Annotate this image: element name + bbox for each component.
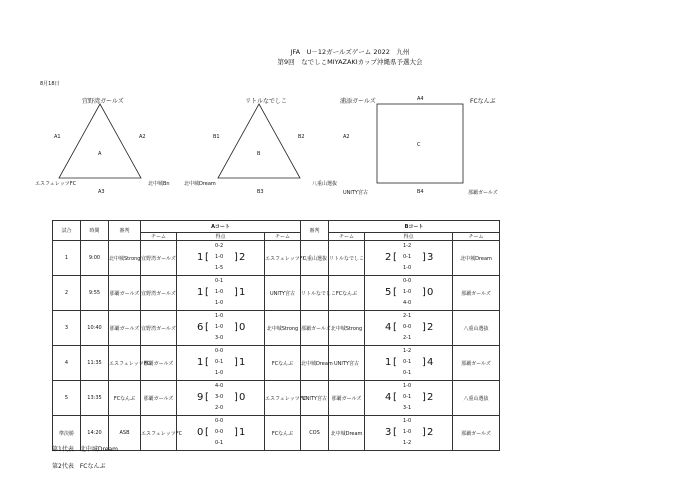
court-b-period-score: 0-0 bbox=[403, 324, 412, 330]
court-b-period-score: 1-2 bbox=[403, 348, 412, 354]
court-a-right-bracket: ] bbox=[234, 427, 238, 438]
group-a-right-side: A2 bbox=[139, 134, 146, 140]
court-a-right-total: 0 bbox=[239, 392, 246, 403]
court-b-referee: 北中城Dream bbox=[301, 346, 329, 381]
court-a-left-team: エスフェレッツFC bbox=[141, 416, 177, 451]
court-a-period-score: 1-0 bbox=[215, 254, 224, 260]
match-number: 3 bbox=[53, 311, 81, 346]
court-b-left-team: 北中城Dream bbox=[329, 416, 365, 451]
court-a-right-team: エスフェレッツFC bbox=[265, 381, 301, 416]
group-b-bottom-left: 北中城Dream bbox=[184, 181, 216, 187]
court-b-left-team: リトルなでしこ bbox=[329, 241, 365, 276]
group-b-bottom-side: B3 bbox=[257, 189, 264, 195]
group-a-left-side: A1 bbox=[54, 134, 61, 140]
header-team-b-left: チーム bbox=[329, 233, 365, 241]
group-b-name: B bbox=[257, 151, 261, 157]
court-b-period-score: 1-0 bbox=[403, 289, 412, 295]
match-time: 11:35 bbox=[81, 346, 109, 381]
court-a-score-cell bbox=[177, 381, 265, 416]
court-a-period-score: 3-0 bbox=[215, 335, 224, 341]
court-b-score-cell bbox=[365, 276, 453, 311]
court-b-left-bracket: [ bbox=[393, 322, 397, 333]
title-line-2: 第9回 なでしこMIYAZAKIカップ沖縄県予選大会 bbox=[277, 58, 423, 66]
group-a-bottom-left: エスフェレッツFC bbox=[35, 181, 77, 187]
group-a-triangle bbox=[59, 104, 141, 178]
court-a-period-score: 1-0 bbox=[215, 313, 224, 319]
match-time: 9:00 bbox=[81, 241, 109, 276]
court-a-left-bracket: [ bbox=[205, 252, 209, 263]
header-match: 試合 bbox=[53, 221, 81, 241]
title-line-1: JFA U－12ガールズゲーム 2022 九州 bbox=[290, 48, 410, 56]
court-a-right-bracket: ] bbox=[234, 252, 238, 263]
court-b-left-team: 那覇ガールズ bbox=[329, 381, 365, 416]
header-referee-b: 審判 bbox=[301, 221, 329, 241]
court-b-referee: COS bbox=[301, 416, 329, 451]
court-b-right-total: 0 bbox=[427, 287, 434, 298]
court-b-right-bracket: ] bbox=[422, 287, 426, 298]
court-a-period-score: 0-0 bbox=[215, 348, 224, 354]
court-a-left-team: 宜野湾ガールズ bbox=[141, 276, 177, 311]
match-time: 14:20 bbox=[81, 416, 109, 451]
court-a-left-team: 宜野湾ガールズ bbox=[141, 311, 177, 346]
court-a-left-bracket: [ bbox=[205, 392, 209, 403]
court-b-period-score: 1-0 bbox=[403, 429, 412, 435]
header-team-b-right: チーム bbox=[453, 233, 500, 241]
court-b-left-total: 4 bbox=[385, 392, 392, 403]
court-b-left-total: 4 bbox=[385, 322, 392, 333]
court-b-period-score: 1-0 bbox=[403, 265, 412, 271]
table-row bbox=[53, 381, 500, 416]
court-a-right-total: 1 bbox=[239, 357, 246, 368]
court-a-left-total: 6 bbox=[197, 322, 204, 333]
court-b-left-team: FCなんぶ bbox=[329, 276, 365, 311]
group-a-name: A bbox=[98, 151, 102, 157]
court-b-left-team: UNITY宮古 bbox=[329, 346, 365, 381]
court-a-score-cell bbox=[177, 416, 265, 451]
group-c-top-right-team: FCなんぶ bbox=[470, 98, 496, 105]
court-b-left-total: 2 bbox=[385, 252, 392, 263]
court-a-right-total: 2 bbox=[239, 252, 246, 263]
court-a-period-score: 1-0 bbox=[215, 300, 224, 306]
match-schedule-table bbox=[52, 220, 500, 451]
court-b-right-total: 2 bbox=[427, 392, 434, 403]
court-b-right-bracket: ] bbox=[422, 427, 426, 438]
court-a-score-cell bbox=[177, 346, 265, 381]
court-b-right-team: 八重山選抜 bbox=[453, 381, 500, 416]
court-b-right-bracket: ] bbox=[422, 322, 426, 333]
court-b-score-cell bbox=[365, 346, 453, 381]
court-a-period-score: 1-0 bbox=[215, 289, 224, 295]
court-a-period-score: 1-0 bbox=[215, 324, 224, 330]
group-c-top-side: A4 bbox=[417, 96, 424, 102]
court-b-left-bracket: [ bbox=[393, 252, 397, 263]
court-b-period-score: 0-1 bbox=[403, 370, 412, 376]
representative-1: 第1代表 北中城Dream bbox=[52, 446, 118, 453]
court-a-period-score: 3-0 bbox=[215, 394, 224, 400]
match-time: 10:40 bbox=[81, 311, 109, 346]
header-team-a-left: チーム bbox=[141, 233, 177, 241]
court-b-referee: 八重山選抜 bbox=[301, 241, 329, 276]
court-a-left-team: 那覇ガールズ bbox=[141, 346, 177, 381]
court-b-left-team: 北中城Strong bbox=[329, 311, 365, 346]
match-number: 4 bbox=[53, 346, 81, 381]
court-a-right-bracket: ] bbox=[234, 357, 238, 368]
group-a-bottom-side: A3 bbox=[98, 189, 105, 195]
group-b-bottom-right: 八重山選抜 bbox=[312, 181, 338, 187]
group-c-bottom-right-team: 那覇ガールズ bbox=[468, 190, 498, 196]
court-a-period-score: 0-0 bbox=[215, 418, 224, 424]
court-a-right-bracket: ] bbox=[234, 322, 238, 333]
group-a-bottom-right: 北中城Bn bbox=[148, 181, 170, 187]
court-a-period-score: 0-1 bbox=[215, 440, 224, 446]
court-a-left-bracket: [ bbox=[205, 357, 209, 368]
court-a-left-team: 那覇ガールズ bbox=[141, 381, 177, 416]
court-a-referee: 北中城Strong bbox=[109, 241, 141, 276]
court-a-period-score: 2-0 bbox=[215, 405, 224, 411]
court-a-right-total: 1 bbox=[239, 427, 246, 438]
group-b-right-side: B2 bbox=[298, 134, 305, 140]
match-number: 2 bbox=[53, 276, 81, 311]
court-b-score-cell bbox=[365, 416, 453, 451]
court-b-left-total: 1 bbox=[385, 357, 392, 368]
court-b-referee: リトルなでしこ bbox=[301, 276, 329, 311]
court-b-right-team: 那覇ガールズ bbox=[453, 416, 500, 451]
court-a-period-score: 0-1 bbox=[215, 278, 224, 284]
group-c-left-side: A2 bbox=[343, 134, 350, 140]
court-a-left-total: 1 bbox=[197, 287, 204, 298]
table-row bbox=[53, 416, 500, 451]
header-referee-a: 審判 bbox=[109, 221, 141, 241]
court-a-right-team: FCなんぶ bbox=[265, 416, 301, 451]
court-a-period-score: 1-0 bbox=[215, 370, 224, 376]
header-score-b: 得点 bbox=[365, 233, 453, 241]
court-b-score-cell bbox=[365, 241, 453, 276]
court-b-left-bracket: [ bbox=[393, 427, 397, 438]
court-a-left-team: 宜野湾ガールズ bbox=[141, 241, 177, 276]
court-a-period-score: 0-2 bbox=[215, 243, 224, 249]
court-b-referee: 那覇ガールズ bbox=[301, 311, 329, 346]
court-a-right-bracket: ] bbox=[234, 392, 238, 403]
match-number: 1 bbox=[53, 241, 81, 276]
match-number: 準決勝 bbox=[53, 416, 81, 451]
court-b-period-score: 2-1 bbox=[403, 313, 412, 319]
court-b-right-team: 北中城Dream bbox=[453, 241, 500, 276]
match-time: 9:55 bbox=[81, 276, 109, 311]
court-b-left-bracket: [ bbox=[393, 357, 397, 368]
header-time: 時間 bbox=[81, 221, 109, 241]
court-b-right-team: 那覇ガールズ bbox=[453, 346, 500, 381]
court-b-right-team: 八重山選抜 bbox=[453, 311, 500, 346]
court-b-period-score: 4-0 bbox=[403, 300, 412, 306]
court-b-period-score: 0-1 bbox=[403, 254, 412, 260]
court-a-right-total: 0 bbox=[239, 322, 246, 333]
court-a-right-team: エスフェレッツFC bbox=[265, 241, 301, 276]
court-a-referee: エスフェレッツFC bbox=[109, 346, 141, 381]
match-number: 5 bbox=[53, 381, 81, 416]
header-score-a: 得点 bbox=[177, 233, 265, 241]
table-row bbox=[53, 346, 500, 381]
group-b-left-side: B1 bbox=[213, 134, 220, 140]
court-a-score-cell bbox=[177, 276, 265, 311]
court-a-referee: FCなんぶ bbox=[109, 381, 141, 416]
group-b-top-team: リトルなでしこ bbox=[245, 98, 288, 105]
court-a-period-score: 0-1 bbox=[215, 359, 224, 365]
court-a-left-bracket: [ bbox=[205, 427, 209, 438]
court-b-right-team: 那覇ガールズ bbox=[453, 276, 500, 311]
date-label: 8月18日 bbox=[40, 81, 60, 87]
match-time: 13:35 bbox=[81, 381, 109, 416]
court-a-score-cell bbox=[177, 241, 265, 276]
court-b-left-total: 3 bbox=[385, 427, 392, 438]
court-b-referee: UNITY宮古 bbox=[301, 381, 329, 416]
court-a-right-total: 1 bbox=[239, 287, 246, 298]
group-diagrams bbox=[0, 0, 700, 220]
court-b-right-bracket: ] bbox=[422, 252, 426, 263]
court-a-left-bracket: [ bbox=[205, 322, 209, 333]
court-a-right-team: UNITY宮古 bbox=[265, 276, 301, 311]
court-a-left-bracket: [ bbox=[205, 287, 209, 298]
court-b-left-bracket: [ bbox=[393, 392, 397, 403]
court-b-right-total: 3 bbox=[427, 252, 434, 263]
court-b-period-score: 2-1 bbox=[403, 335, 412, 341]
table-row bbox=[53, 276, 500, 311]
court-a-period-score: 4-0 bbox=[215, 383, 224, 389]
court-a-right-bracket: ] bbox=[234, 287, 238, 298]
header-court-b: Bコート bbox=[329, 221, 500, 233]
court-a-left-total: 1 bbox=[197, 357, 204, 368]
header-court-a: Aコート bbox=[141, 221, 301, 233]
group-c-name: C bbox=[417, 142, 421, 148]
court-b-period-score: 0-0 bbox=[403, 278, 412, 284]
court-a-left-total: 9 bbox=[197, 392, 204, 403]
group-c-top-left-team: 浦添ガールズ bbox=[340, 98, 376, 105]
court-b-score-cell bbox=[365, 381, 453, 416]
court-b-right-total: 4 bbox=[427, 357, 434, 368]
group-b-triangle bbox=[218, 104, 300, 178]
court-b-period-score: 1-0 bbox=[403, 418, 412, 424]
court-a-right-team: FCなんぶ bbox=[265, 346, 301, 381]
representative-2: 第2代表 FCなんぶ bbox=[52, 463, 106, 470]
court-b-period-score: 3-1 bbox=[403, 405, 412, 411]
group-a-top-team: 宜野湾ガールズ bbox=[82, 98, 124, 105]
court-b-period-score: 0-1 bbox=[403, 394, 412, 400]
court-a-left-total: 0 bbox=[197, 427, 204, 438]
table-row bbox=[53, 311, 500, 346]
table-row bbox=[53, 241, 500, 276]
court-b-right-bracket: ] bbox=[422, 392, 426, 403]
court-a-right-team: 北中城Strong bbox=[265, 311, 301, 346]
court-b-period-score: 0-1 bbox=[403, 359, 412, 365]
court-b-right-total: 2 bbox=[427, 427, 434, 438]
header-team-a-right: チーム bbox=[265, 233, 301, 241]
court-b-period-score: 1-0 bbox=[403, 383, 412, 389]
schedule-rows bbox=[53, 241, 500, 451]
court-a-period-score: 1-5 bbox=[215, 265, 224, 271]
court-b-right-bracket: ] bbox=[422, 357, 426, 368]
court-b-left-total: 5 bbox=[385, 287, 392, 298]
court-b-left-bracket: [ bbox=[393, 287, 397, 298]
court-b-score-cell bbox=[365, 311, 453, 346]
court-a-referee: 那覇ガールズ bbox=[109, 311, 141, 346]
court-a-period-score: 0-0 bbox=[215, 429, 224, 435]
court-a-left-total: 1 bbox=[197, 252, 204, 263]
court-a-referee: 那覇ガールズ bbox=[109, 276, 141, 311]
group-c-bottom-side: B4 bbox=[417, 189, 424, 195]
court-a-referee: ASB bbox=[109, 416, 141, 451]
court-a-score-cell bbox=[177, 311, 265, 346]
court-b-period-score: 1-2 bbox=[403, 440, 412, 446]
court-b-period-score: 1-2 bbox=[403, 243, 412, 249]
group-c-bottom-left-team: UNITY宮古 bbox=[343, 190, 368, 196]
court-b-right-total: 2 bbox=[427, 322, 434, 333]
